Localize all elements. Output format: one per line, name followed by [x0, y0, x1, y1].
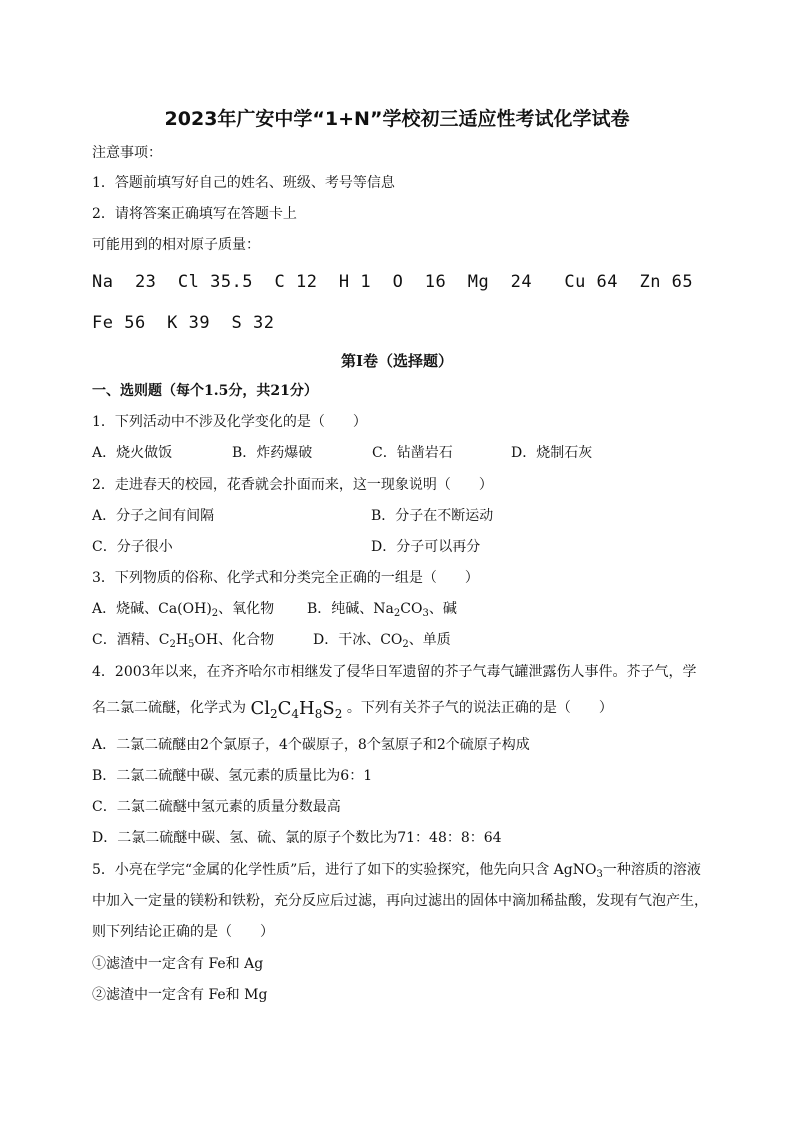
option-b-text: B．纯碱、Na: [307, 601, 394, 617]
part-heading: 一、选则题（每个1.5分，共21分）: [92, 383, 318, 399]
question-2-option-d: D．分子可以再分: [371, 539, 481, 555]
question-3-option-b: [307, 599, 457, 619]
question-4-option-d: D．二氯二硫醚中碳、氢、硫、氯的原子个数比为71：48：8：64: [92, 830, 502, 846]
question-4-text: 名二氯二硫醚，化学式为: [92, 700, 251, 716]
option-b-tail: 、碱: [428, 601, 457, 617]
subscript: 3: [422, 608, 429, 619]
subscript: 2: [334, 707, 343, 721]
question-1-option-c: C．钻凿岩石: [372, 445, 453, 461]
question-1-option-a: A．烧火做饭: [92, 445, 173, 461]
question-5-item-1: ①滤渣中一定含有 Fe和 Ag: [92, 956, 264, 972]
question-5-line-2: 中加入一定量的镁粉和铁粉，充分反应后过滤，再向过滤出的固体中滴加稀盐酸，发现有气泡产生，: [92, 893, 708, 909]
exam-title: 2023年广安中学“1+N”学校初三适应性考试化学试卷: [164, 108, 630, 130]
subscript: 4: [291, 707, 300, 721]
question-5-line-3: 则下列结论正确的是（ ）: [92, 924, 274, 940]
question-5-item-2: ②滤渣中一定含有 Fe和 Mg: [92, 987, 268, 1003]
note-item-2: 2．请将答案正确填写在答题卡上: [92, 206, 297, 222]
atomic-mass-row-2: Fe 56 K 39 S 32: [92, 313, 275, 333]
option-c-mid: H: [175, 632, 189, 648]
question-3-option-a: [92, 599, 274, 619]
subscript: 2: [269, 707, 278, 721]
question-4-line-1: 4．2003年以来，在齐齐哈尔市相继发了侵华日军遗留的芥子气毒气罐泄露伤人事件。芥子气，学: [92, 664, 697, 680]
option-a-tail: 、氧化物: [218, 601, 275, 617]
subscript: 2: [169, 639, 176, 650]
notes-heading: 注意事项：: [92, 145, 162, 161]
question-5-text-tail: 一种溶质的溶液: [602, 862, 701, 878]
option-d-text: D．干冰、CO: [313, 632, 403, 648]
subscript: 2: [402, 639, 409, 650]
option-c-text: C．酒精、C: [92, 632, 170, 648]
question-3-option-c: [92, 630, 274, 650]
option-a-text: A．烧碱、Ca(OH): [92, 601, 212, 617]
question-2-option-c: C．分子很小: [92, 539, 173, 555]
question-3-option-d: [313, 630, 451, 650]
note-item-1: 1．答题前填写好自己的姓名、班级、考号等信息: [92, 175, 395, 191]
question-4-option-a: A．二氯二硫醚由2个氯原子，4个碳原子，8个氢原子和2个硫原子构成: [92, 737, 530, 753]
atomic-mass-row-1: Na 23 Cl 35.5 C 12 H 1 O 16 Mg 24 Cu 64 Zn 65: [92, 272, 694, 292]
question-1-option-b: B．炸药爆破: [232, 445, 313, 461]
option-c-tail: OH、化合物: [194, 632, 275, 648]
formula-part: Cl: [250, 698, 270, 719]
formula-part: S: [322, 698, 335, 719]
subscript: 2: [393, 608, 401, 619]
subscript: 5: [188, 639, 195, 650]
formula-part: H: [299, 698, 315, 719]
chemical-formula: [250, 698, 342, 719]
question-5-text: 5．小亮在学完“金属的化学性质”后，进行了如下的实验探究，他先向只含 AgNO: [92, 862, 597, 878]
question-4-line-2: [92, 698, 712, 719]
option-d-tail: 、单质: [408, 632, 451, 648]
question-3-stem: 3．下列物质的俗称、化学式和分类完全正确的一组是（ ）: [92, 570, 479, 586]
subscript: 8: [314, 707, 323, 721]
subscript: 3: [596, 869, 603, 880]
question-4-option-c: C．二氯二硫醚中氢元素的质量分数最高: [92, 799, 341, 815]
question-5-line-1: [92, 860, 712, 880]
question-4-text-tail: 。下列有关芥子气的说法正确的是（ ）: [342, 700, 613, 716]
question-2-option-a: A．分子之间有间隔: [92, 508, 215, 524]
formula-part: C: [277, 698, 292, 719]
question-2-option-b: B．分子在不断运动: [371, 508, 494, 524]
subscript: 2: [211, 608, 219, 619]
section-title: 第I卷（选择题）: [340, 352, 454, 370]
masses-heading: 可能用到的相对原子质量：: [92, 237, 260, 253]
option-b-mid: CO: [400, 601, 423, 617]
question-4-option-b: B．二氯二硫醚中碳、氢元素的质量比为6：1: [92, 768, 373, 784]
question-1-option-d: D．烧制石灰: [511, 445, 593, 461]
question-1-stem: 1．下列活动中不涉及化学变化的是（ ）: [92, 414, 367, 430]
question-2-stem: 2．走进春天的校园，花香就会扑面而来，这一现象说明（ ）: [92, 477, 493, 493]
